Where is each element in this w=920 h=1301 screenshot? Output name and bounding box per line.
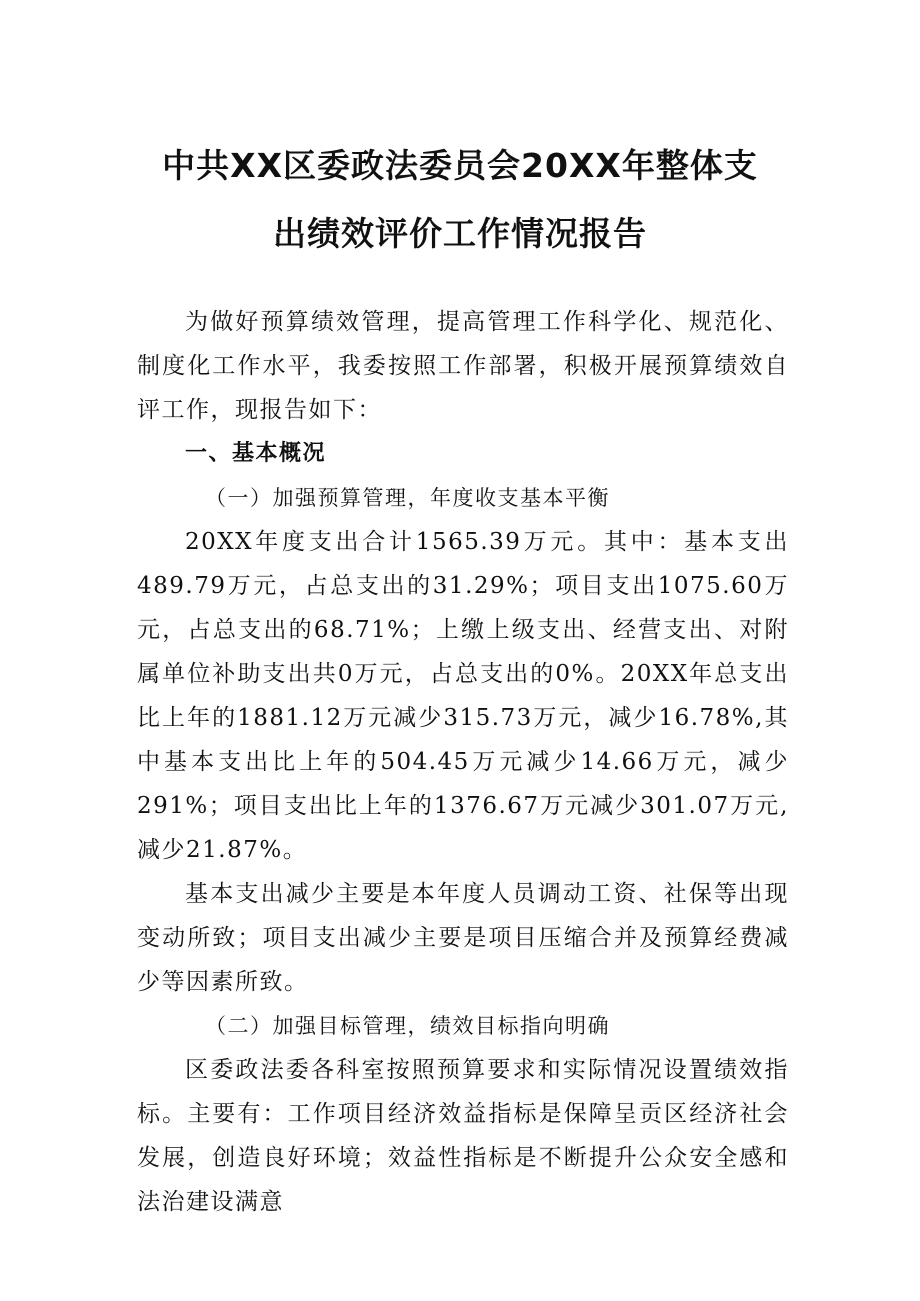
expenditure-reason-paragraph: 基本支出减少主要是本年度人员调动工资、社保等出现变动所致；项目支出减少主要是项目压缩合并及预算经费减少等因素所致。 [137, 881, 789, 995]
subsection-heading-target-management: （二）加强目标管理，绩效目标指向明确 [205, 1014, 610, 1038]
document-title-line-2: 出绩效评价工作情况报告 [273, 214, 647, 253]
performance-targets-paragraph: 区委政法委各科室按照预算要求和实际情况设置绩效指标。主要有：工作项目经济效益指标是保障呈贡区经济社会发展，创造良好环境；效益性指标是不断提升公众安全感和法治建设满意 [137, 1057, 789, 1215]
intro-paragraph: 为做好预算绩效管理，提高管理工作科学化、规范化、制度化工作水平，我委按照工作部署，积极开展预算绩效自评工作，现报告如下： [137, 309, 789, 423]
document-body [137, 300, 789, 1224]
subsection-heading-budget-management: （一）加强预算管理，年度收支基本平衡 [205, 486, 610, 510]
expenditure-paragraph: 20XX年度支出合计1565.39万元。其中：基本支出489.79万元，占总支出的31.29%；项目支出1075.60万元，占总支出的68.71%；上缴上级支出、经营支出、对附属单位补助支出共0万元，占总支出的0%。20XX年总支出比上年的1881.12万元减少315.73万元，减少16.78%,其中基本支出比上年的504.45万元减少14.66万元，减少291%；项目支出比上年的1376.67万元减少301.07万元,减少21.87%。 [137, 529, 789, 863]
document-title-line-1: 中共XX区委政法委员会20XX年整体支 [162, 146, 758, 185]
section-heading-basic-overview: 一、基本概况 [185, 441, 327, 466]
